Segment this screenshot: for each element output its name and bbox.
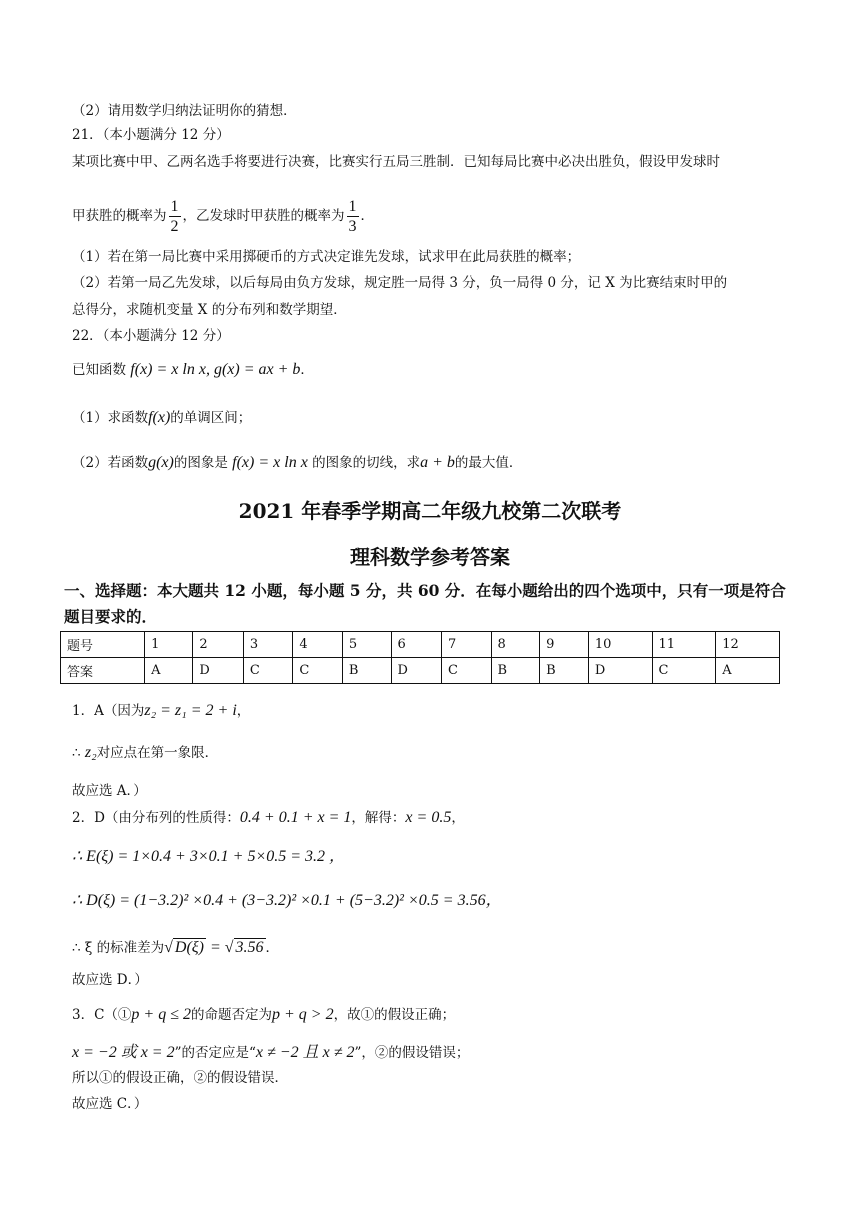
q22-part1-f: f(x) bbox=[148, 409, 171, 426]
q22-heading: 22．（本小题满分 12 分） bbox=[72, 328, 230, 344]
fraction-numerator: 1 bbox=[170, 198, 179, 215]
solution-1-line1 bbox=[72, 701, 250, 721]
fraction-one-half bbox=[169, 197, 181, 236]
table-cell: C bbox=[652, 658, 716, 684]
table-cell: B bbox=[540, 658, 589, 684]
solution-2-line1 bbox=[72, 808, 465, 828]
section-1-heading: 一、选择题：本大题共 12 小题，每小题 5 分，共 60 分．在每小题给出的四个选项中，只有一项是符合题目要求的． bbox=[64, 581, 786, 626]
solution-2-stddev bbox=[72, 935, 279, 961]
q22-body bbox=[72, 360, 314, 380]
sqrt-expression: √ D(ξ) = √ 3.56 bbox=[164, 939, 264, 956]
q21-part2a: （2）若第一局乙先发球，以后每局由负方发球，规定胜一局得 3 分，负一局得 0 分，记 X 为比赛结束时甲的 bbox=[72, 275, 728, 291]
s3-negation-text: ”的否定应是“ bbox=[174, 1045, 256, 1061]
q22-part2-mid: 的图象是 bbox=[173, 455, 228, 471]
s3-negation: 的命题否定为 bbox=[191, 1007, 272, 1023]
q22-part2 bbox=[72, 453, 522, 473]
answer-table bbox=[60, 631, 780, 684]
sqrt-radicand: D(ξ) bbox=[174, 939, 204, 956]
period: ． bbox=[265, 940, 280, 956]
solution-3-line3: 所以①的假设正确，②的假设错误． bbox=[72, 1070, 288, 1086]
table-cell: 4 bbox=[293, 632, 342, 658]
period: ． bbox=[300, 362, 314, 378]
s3-equation-4: x ≠ −2 且 x ≠ 2 bbox=[255, 1044, 355, 1061]
therefore-symbol: ∴ bbox=[72, 745, 81, 761]
q20-part2: （2）请用数学归纳法证明你的猜想． bbox=[72, 103, 297, 119]
s2-equation-2: x = 0.5 bbox=[405, 809, 452, 826]
table-cell: 9 bbox=[540, 632, 589, 658]
table-cell: B bbox=[491, 658, 540, 684]
fraction-denominator: 3 bbox=[348, 218, 357, 235]
solution-2-expectation: ∴ E(ξ) = 1×0.4 + 3×0.1 + 5×0.5 = 3.2 ， bbox=[72, 848, 346, 865]
q22-part2-g: g(x) bbox=[148, 454, 174, 471]
sqrt-value: 3.56 bbox=[235, 939, 264, 956]
solution-3-line2 bbox=[72, 1043, 469, 1063]
q22-part2-post: 的最大值． bbox=[454, 455, 523, 471]
s1-label: 1．A（因为 bbox=[72, 703, 145, 719]
s2-label: 2．D（由分布列的性质得： bbox=[72, 810, 240, 826]
table-cell: 10 bbox=[588, 632, 652, 658]
s1-variable: z₂ bbox=[84, 744, 97, 761]
q22-part2-mid2: 的图象的切线，求 bbox=[312, 455, 421, 471]
table-cell: 12 bbox=[716, 632, 780, 658]
table-cell: C bbox=[442, 658, 491, 684]
s3-comment: ，故①的假设正确； bbox=[333, 1007, 456, 1023]
table-cell: 6 bbox=[391, 632, 442, 658]
table-cell: 1 bbox=[145, 632, 193, 658]
s1-conclusion: 对应点在第一象限． bbox=[96, 745, 219, 761]
q21-prob-line bbox=[72, 196, 374, 236]
table-cell: B bbox=[342, 658, 391, 684]
answer-subtitle: 理科数学参考答案 bbox=[350, 545, 510, 569]
table-cell: C bbox=[243, 658, 292, 684]
s2-equation-1: 0.4 + 0.1 + x = 1 bbox=[239, 809, 352, 826]
table-cell: 7 bbox=[442, 632, 491, 658]
table-cell: 3 bbox=[243, 632, 292, 658]
fraction-denominator: 2 bbox=[170, 218, 179, 235]
table-cell: 11 bbox=[652, 632, 716, 658]
solution-2-variance: ∴ D(ξ) = (1−3.2)² ×0.4 + (3−3.2)² ×0.1 + (5−3.2)² ×0.5 = 3.56， bbox=[72, 892, 502, 909]
table-cell: D bbox=[193, 658, 244, 684]
table-header-label: 题号 bbox=[61, 632, 145, 658]
q21-heading: 21．（本小题满分 12 分） bbox=[72, 127, 230, 143]
q22-function-def: f(x) = x ln x, g(x) = ax + b bbox=[130, 361, 301, 378]
q21-body: 某项比赛中甲、乙两名选手将要进行决赛，比赛实行五局三胜制．已知每局比赛中必决出胜负，假设甲发球时 bbox=[72, 154, 720, 170]
table-cell: C bbox=[293, 658, 342, 684]
q21-part1: （1）若在第一局比赛中采用掷硬币的方式决定谁先发球，试求甲在此局获胜的概率； bbox=[72, 249, 581, 265]
table-row-answers bbox=[61, 658, 780, 684]
s3-error-text: ”，②的假设错误； bbox=[354, 1045, 470, 1061]
s2-solve: ，解得： bbox=[351, 810, 406, 826]
s2-comma: ， bbox=[451, 810, 465, 826]
table-cell: 5 bbox=[342, 632, 391, 658]
q22-body-pre: 已知函数 bbox=[72, 362, 126, 378]
s3-equation-1: p + q ≤ 2 bbox=[131, 1006, 191, 1023]
fraction-numerator: 1 bbox=[348, 198, 357, 215]
s3-label: 3．C（① bbox=[72, 1007, 132, 1023]
q22-part1 bbox=[72, 408, 251, 428]
period: ． bbox=[360, 208, 374, 224]
table-cell: 8 bbox=[491, 632, 540, 658]
solution-3-end: 故应选 C．） bbox=[72, 1096, 148, 1112]
solution-2-end: 故应选 D．） bbox=[72, 972, 148, 988]
q22-part2-ab: a + b bbox=[420, 454, 455, 471]
table-answer-label: 答案 bbox=[61, 658, 145, 684]
s2-stddev-label: ∴ ξ 的标准差为 bbox=[72, 940, 165, 956]
s1-equation: z₂ = z₁ = 2 + i bbox=[144, 702, 237, 719]
q22-part1-pre: （1）求函数 bbox=[72, 410, 149, 426]
answer-title: 2021 年春季学期高二年级九校第二次联考 bbox=[238, 499, 622, 523]
solution-1-end: 故应选 A．） bbox=[72, 783, 147, 799]
q21-prob-mid: ，乙发球时甲获胜的概率为 bbox=[182, 208, 345, 224]
q22-part1-post: 的单调区间； bbox=[170, 410, 252, 426]
s3-equation-2: p + q > 2 bbox=[272, 1006, 334, 1023]
fraction-one-third bbox=[347, 197, 359, 236]
solution-1-line2 bbox=[72, 743, 218, 763]
table-cell: 2 bbox=[193, 632, 244, 658]
q21-part2b: 总得分，求随机变量 X 的分布列和数学期望． bbox=[72, 302, 347, 318]
table-cell: A bbox=[716, 658, 780, 684]
table-cell: A bbox=[145, 658, 193, 684]
q22-part2-f: f(x) = x ln x bbox=[232, 454, 308, 471]
solution-3-line1 bbox=[72, 1005, 455, 1025]
s1-comma: ， bbox=[236, 703, 251, 719]
table-row-numbers bbox=[61, 632, 780, 658]
table-cell: D bbox=[391, 658, 442, 684]
table-cell: D bbox=[588, 658, 652, 684]
q21-prob-pre: 甲获胜的概率为 bbox=[72, 208, 167, 224]
s3-equation-3: x = −2 或 x = 2 bbox=[72, 1044, 175, 1061]
q22-part2-pre: （2）若函数 bbox=[72, 455, 149, 471]
